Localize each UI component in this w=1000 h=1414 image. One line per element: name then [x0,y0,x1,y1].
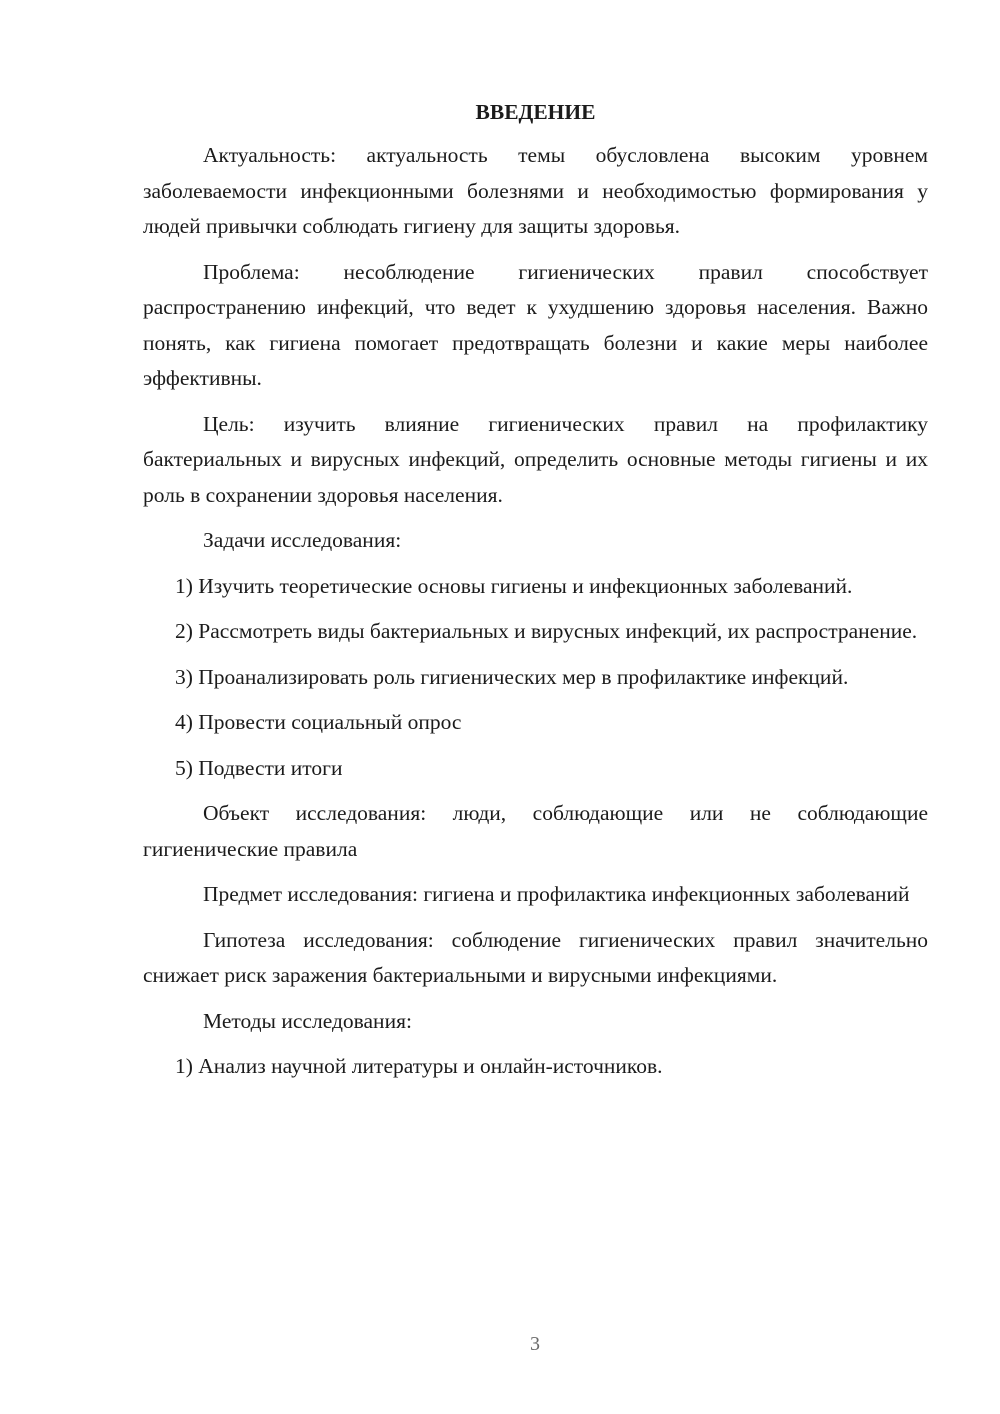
document-page [143,92,928,1095]
page-number: 3 [530,1333,540,1355]
method-item-1: 1) Анализ научной литературы и онлайн-источников. [175,1054,663,1078]
paragraph-object: Объект исследования: люди, соблюдающие или не соблюдающие гигиенические правила [143,801,928,861]
task-item-1: 1) Изучить теоретические основы гигиены и инфекционных заболеваний. [175,573,853,598]
paragraph-relevance: Актуальность: актуальность темы обусловлена высоким уровнем заболеваемости инфекционными болезнями и необходимостью формирования у людей привычки соблюдать гигиену для защиты здоровья. [143,143,928,238]
task-item-3: 3) Проанализировать роль гигиенических мер в профилактике инфекций. [175,664,849,689]
tasks-title: Задачи исследования: [203,528,402,552]
paragraph-hypothesis: Гипотеза исследования: соблюдение гигиенических правил значительно снижает риск заражения бактериальными и вирусными инфекциями. [143,927,928,987]
section-heading: ВВЕДЕНИЕ [475,100,596,124]
task-item-4: 4) Провести социальный опрос [175,710,462,734]
paragraph-problem: Проблема: несоблюдение гигиенических правил способствует распространению инфекций, что ведет к ухудшению здоровья населения. Важно понять, как гигиена помогает предотвращать болезни и какие меры наиболее эффективны. [143,259,928,390]
task-item-5: 5) Подвести итоги [175,755,343,780]
paragraph-subject: Предмет исследования: гигиена и профилактика инфекционных заболеваний [203,882,910,906]
task-item-2: 2) Рассмотреть виды бактериальных и вирусных инфекций, их распространение. [175,619,918,643]
paragraph-goal: Цель: изучить влияние гигиенических правил на профилактику бактериальных и вирусных инфекций, определить основные методы гигиены и их роль в сохранении здоровья населения. [143,411,928,507]
methods-title: Методы исследования: [203,1008,412,1033]
